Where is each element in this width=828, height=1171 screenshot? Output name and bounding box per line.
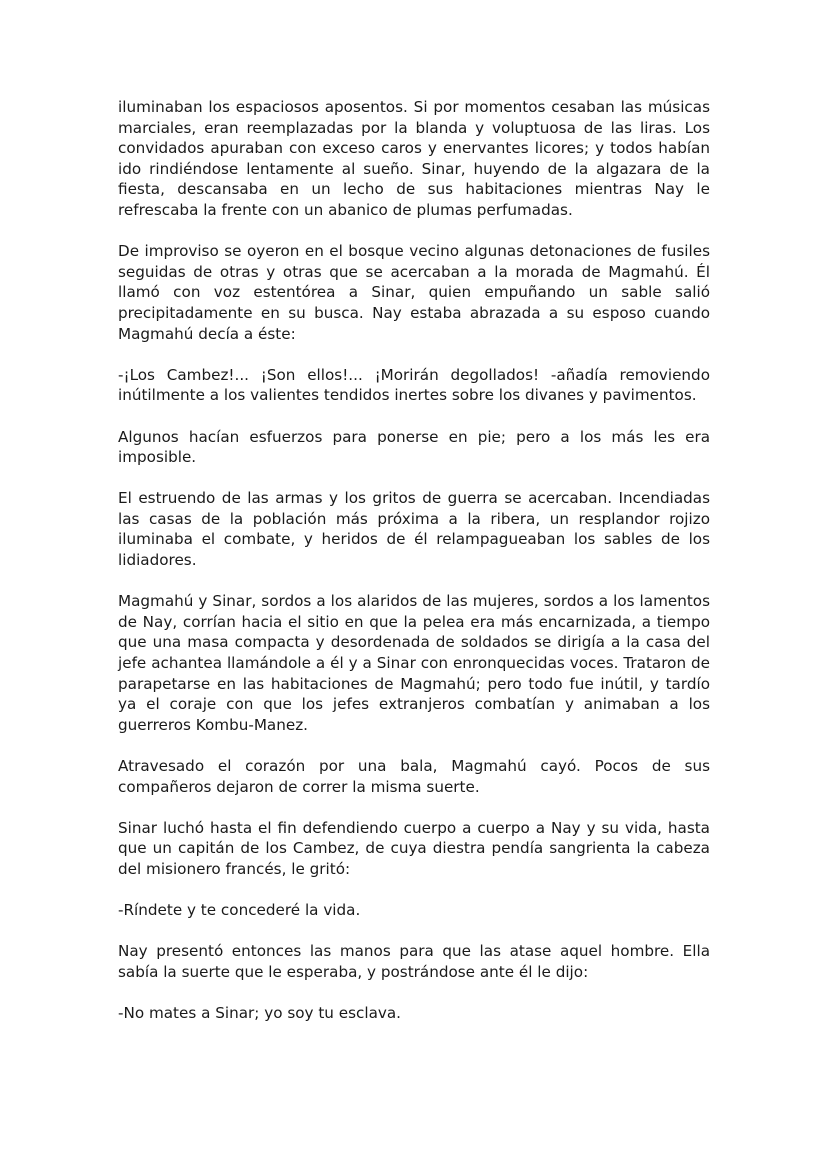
paragraph: -¡Los Cambez!... ¡Son ellos!... ¡Morirán degollados! -añadía removiendo inútilmente a los valientes tendidos inertes sobre los divanes y pavimentos. — [118, 365, 710, 405]
paragraph: El estruendo de las armas y los gritos de guerra se acercaban. Incendiadas las casas de la población más próxima a la ribera, un resplandor rojizo iluminaba el combate, y heridos de él relampagueaban los sables de los lidiadores. — [118, 489, 710, 570]
paragraph: iluminaban los espaciosos aposentos. Si por momentos cesaban las músicas marciales, eran reemplazadas por la blanda y voluptuosa de las liras. Los convidados apuraban con exceso caros y enervantes licores; y todos habían ido rindiéndose lentamente al sueño. Sinar, huyendo de la algazara de la fiesta, descansaba en un lecho de sus habitaciones mientras Nay le refrescaba la frente con un abanico de plumas perfumadas. — [118, 98, 710, 219]
paragraph: -Ríndete y te concederé la vida. — [118, 901, 361, 920]
paragraph: Algunos hacían esfuerzos para ponerse en pie; pero a los más les era imposible. — [118, 427, 710, 467]
paragraph: Atravesado el corazón por una bala, Magmahú cayó. Pocos de sus compañeros dejaron de correr la misma suerte. — [118, 757, 710, 796]
paragraph: Nay presentó entonces las manos para que las atase aquel hombre. Ella sabía la suerte que le esperaba, y postrándose ante él le dijo: — [118, 942, 710, 981]
paragraph: -No mates a Sinar; yo soy tu esclava. — [118, 1004, 402, 1023]
document-page — [118, 97, 710, 1044]
paragraph: De improviso se oyeron en el bosque vecino algunas detonaciones de fusiles seguidas de otras y otras que se acercaban a la morada de Magmahú. Él llamó con voz estentórea a Sinar, quien empuñando un sable salió precipitadamente en su busca. Nay estaba abrazada a su esposo cuando Magmahú decía a éste: — [118, 242, 710, 343]
paragraph: Sinar luchó hasta el fin defendiendo cuerpo a cuerpo a Nay y su vida, hasta que un capitán de los Cambez, de cuya diestra pendía sangrienta la cabeza del misionero francés, le gritó: — [118, 818, 710, 878]
paragraph: Magmahú y Sinar, sordos a los alaridos de las mujeres, sordos a los lamentos de Nay, corrían hacia el sitio en que la pelea era más encarnizada, a tiempo que una masa compacta y desordenada de soldados se dirigía a la casa del jefe achantea llamándole a él y a Sinar con enronquecidas voces. Trataron de parapetarse en las habitaciones de Magmahú; pero todo fue inútil, y tardío ya el coraje con que los jefes extranjeros combatían y animaban a los guerreros Kombu-Manez. — [118, 592, 710, 734]
